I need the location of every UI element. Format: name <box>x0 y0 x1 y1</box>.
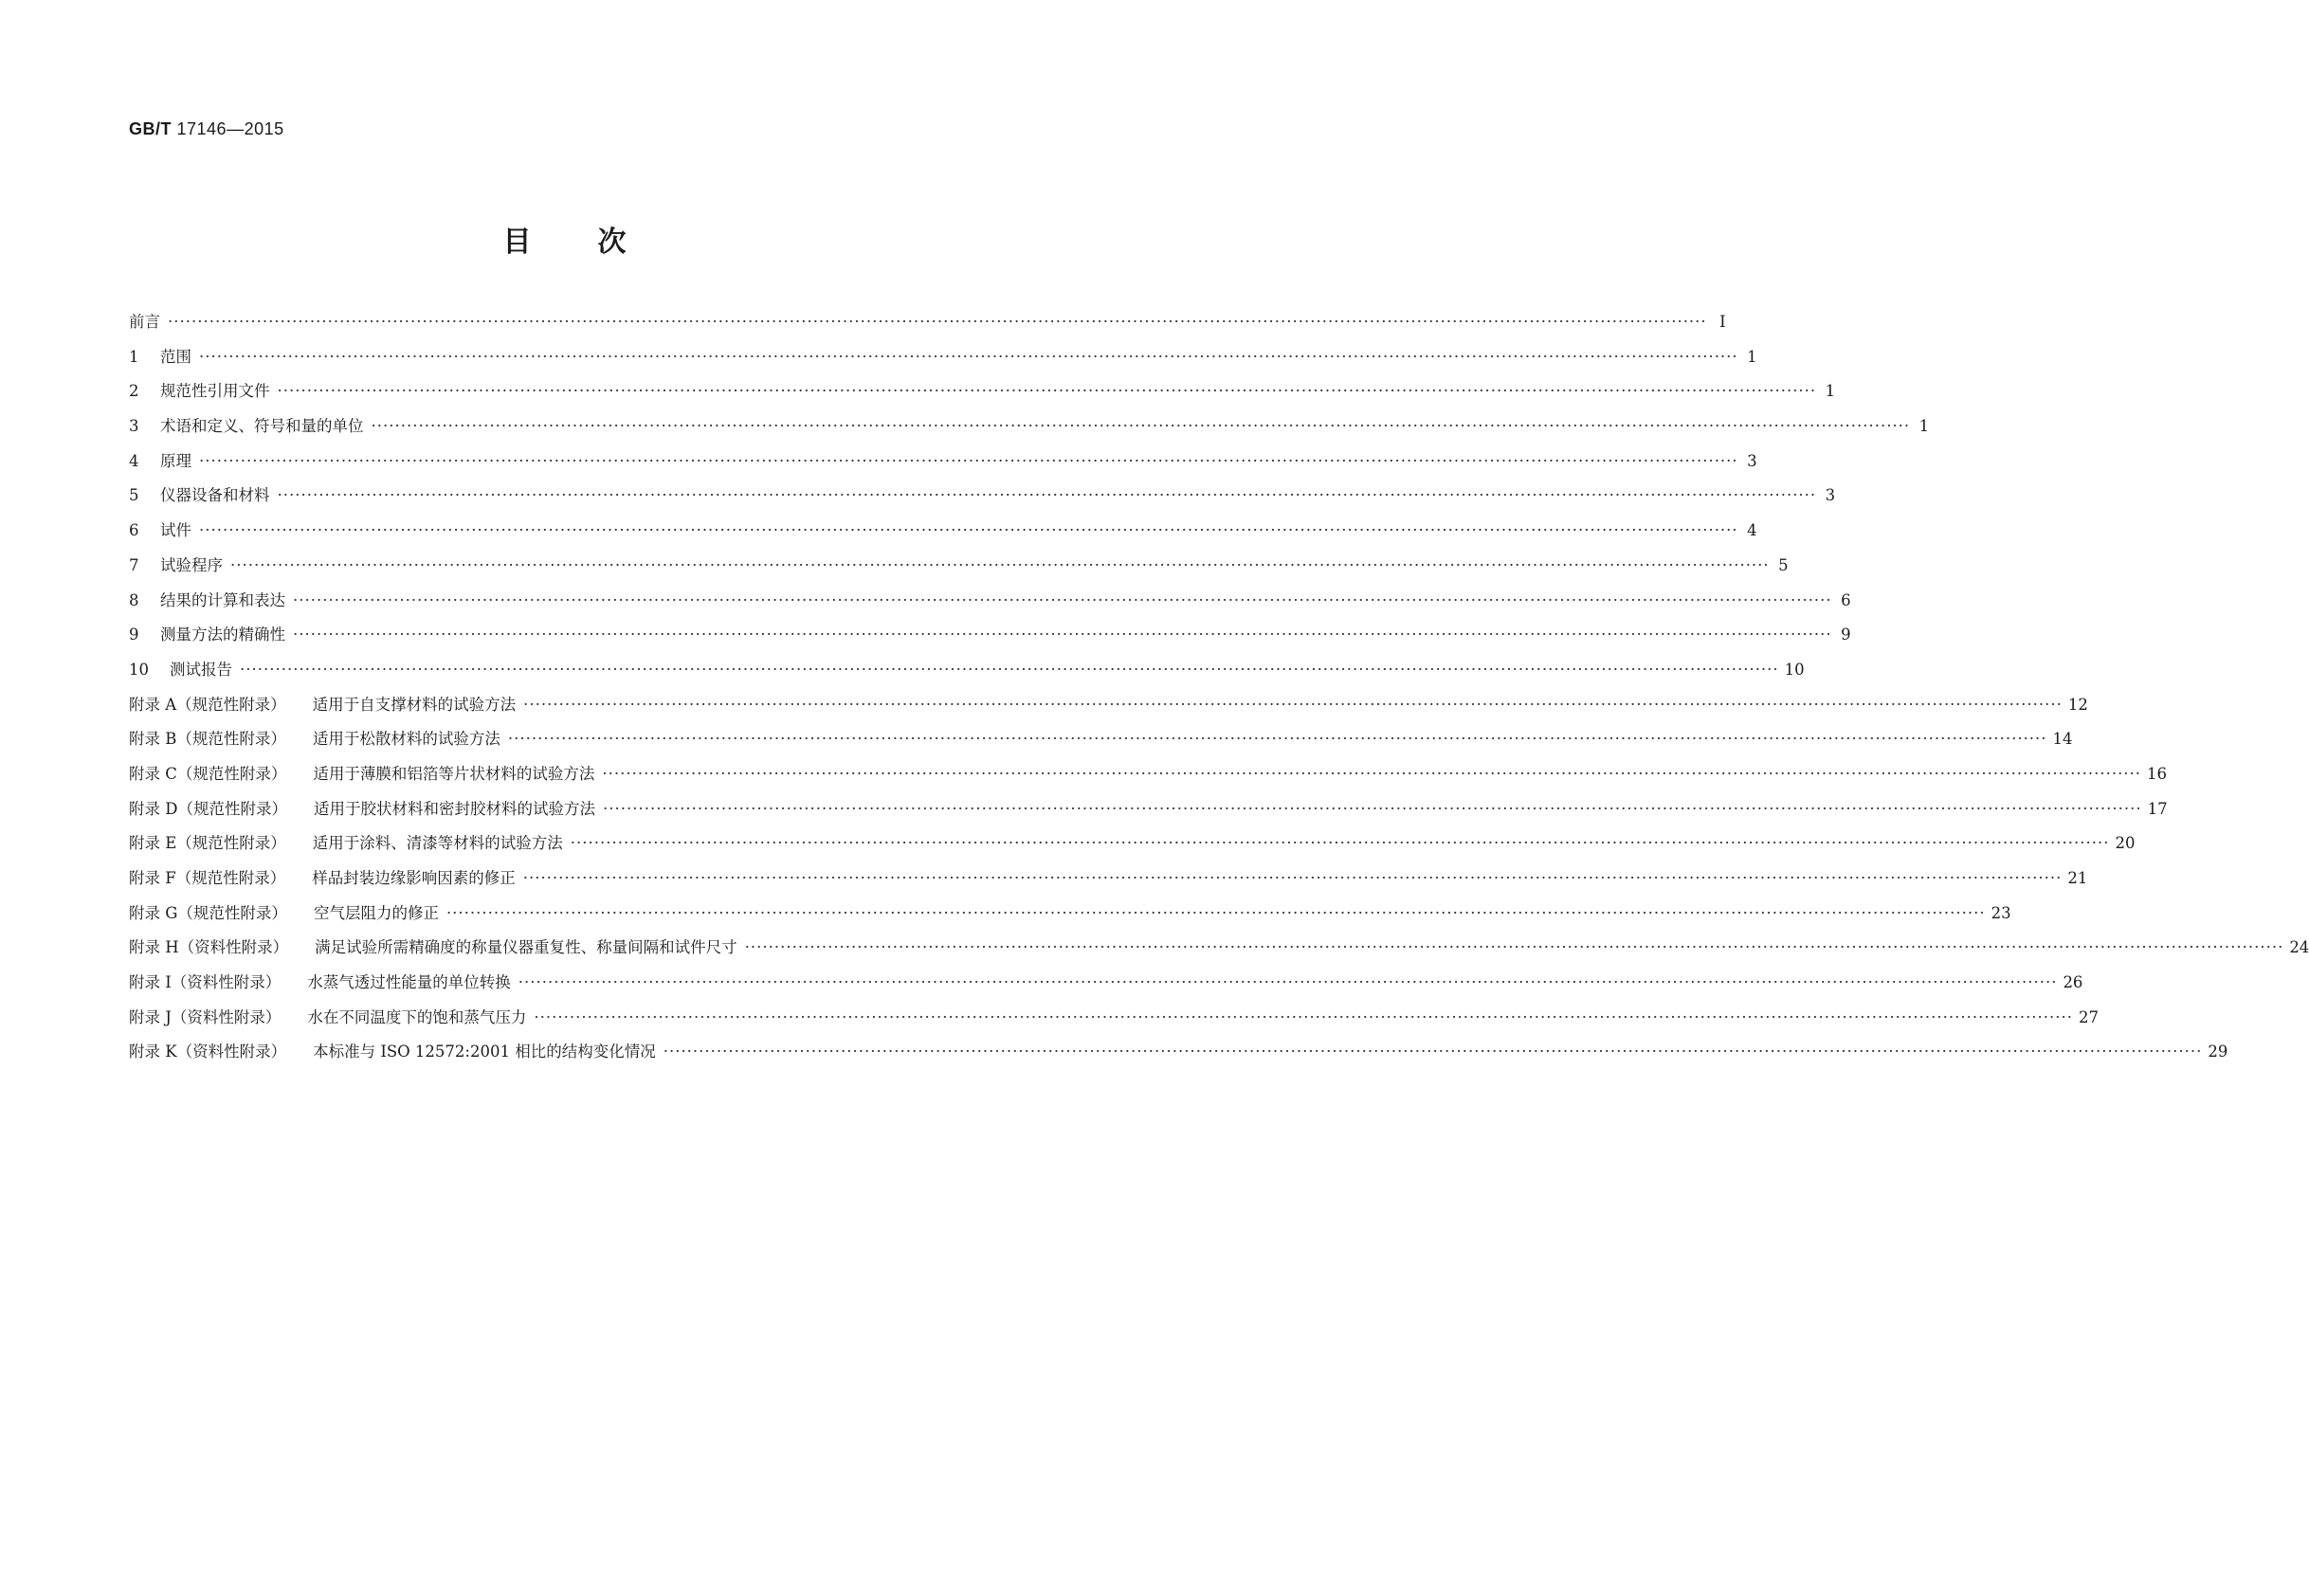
toc-entry[interactable] <box>129 517 1757 553</box>
toc-dot-leader: ···································································································································································································································································· <box>277 486 1817 505</box>
toc-entry[interactable] <box>129 344 1757 379</box>
toc-entry-subtitle: 满足试验所需精确度的称量仪器重复性、称量间隔和试件尺寸 <box>315 938 737 957</box>
toc-dot-leader: ···································································································································································································································································· <box>230 555 1770 574</box>
toc-entry-label: 附录 A（规范性附录） <box>129 695 286 714</box>
toc-dot-leader: ···································································································································································································································································· <box>570 834 2110 853</box>
toc-entry-label: 附录 I（资料性附录） <box>129 973 282 992</box>
toc-dot-leader: ···································································································································································································································································· <box>663 1043 2203 1061</box>
toc-dot-leader: ···································································································································································································································································· <box>744 938 2284 957</box>
toc-dot-leader: ···································································································································································································································································· <box>199 521 1738 540</box>
toc-entry-number: 7 <box>129 555 139 574</box>
toc-entry-number: 9 <box>129 626 139 644</box>
toc-dot-leader: ···································································································································································································································································· <box>199 347 1738 366</box>
toc-dot-leader: ···································································································································································································································································· <box>293 590 1832 609</box>
toc-entry-page: 9 <box>1841 626 1851 644</box>
toc-dot-leader: ···································································································································································································································································· <box>371 417 1911 436</box>
toc-entry-label: 前言 <box>129 313 160 331</box>
toc-entry-label: 附录 G（规范性附录） <box>129 903 287 922</box>
toc-entry[interactable] <box>129 970 2083 1005</box>
toc-entry[interactable] <box>129 448 1757 483</box>
toc-entry-subtitle: 空气层阻力的修正 <box>313 903 439 922</box>
toc-entry-subtitle: 适用于胶状材料和密封胶材料的试验方法 <box>313 799 595 818</box>
toc-dot-leader: ···································································································································································································································································· <box>168 313 1707 331</box>
toc-entry-subtitle: 适用于薄膜和铝箔等片状材料的试验方法 <box>313 764 595 783</box>
toc-dot-leader: ···································································································································································································································································· <box>602 799 2142 818</box>
toc-entry-number: 6 <box>129 521 139 540</box>
toc-entry-page: 10 <box>1784 660 1805 679</box>
toc-entry[interactable] <box>129 865 2088 900</box>
toc-entry-page: 16 <box>2147 764 2168 783</box>
toc-dot-leader: ···································································································································································································································································· <box>522 869 2063 887</box>
toc-entry-subtitle: 水在不同温度下的饱和蒸气压力 <box>307 1007 527 1026</box>
toc-dot-leader: ···································································································································································································································································· <box>240 660 1779 679</box>
toc-entry-page: 6 <box>1841 590 1851 609</box>
toc-entry-subtitle: 样品封装边缘影响因素的修正 <box>312 869 516 887</box>
toc-dot-leader: ···································································································································································································································································· <box>507 730 2047 749</box>
toc-entry[interactable] <box>129 692 2088 727</box>
toc-entry-page: 1 <box>1918 417 1930 436</box>
toc-entry-label: 附录 D（规范性附录） <box>129 799 287 818</box>
toc-entry[interactable] <box>129 588 1851 623</box>
toc-entry-subtitle: 本标准与 ISO 12572:2001 相比的结构变化情况 <box>313 1043 656 1061</box>
toc-entry-page: 3 <box>1825 486 1836 505</box>
toc-dot-leader: ···································································································································································································································································· <box>199 451 1738 470</box>
toc-entry-label: 规范性引用文件 <box>160 382 270 401</box>
toc-entry-page: 24 <box>2289 938 2309 957</box>
toc-entry-label: 附录 J（资料性附录） <box>129 1007 282 1026</box>
toc-entry[interactable] <box>129 309 1726 344</box>
toc-entry-page: 14 <box>2052 730 2073 749</box>
toc-entry-label: 试件 <box>160 521 191 540</box>
toc-entry[interactable] <box>129 657 1805 692</box>
toc-entry-page: 26 <box>2063 973 2083 992</box>
toc-entry-label: 附录 E（规范性附录） <box>129 834 286 853</box>
toc-entry-page: 12 <box>2067 695 2088 714</box>
toc-entry-label: 范围 <box>160 347 191 366</box>
toc-entry-subtitle: 水蒸气透过性能量的单位转换 <box>307 973 511 992</box>
toc-entry[interactable] <box>129 726 2073 761</box>
toc-entry[interactable] <box>129 934 2309 970</box>
toc-entry[interactable] <box>129 413 1930 448</box>
toc-entry-number: 10 <box>129 660 149 679</box>
toc-entry-number: 3 <box>129 417 139 436</box>
toc-entry-page: 20 <box>2115 834 2136 853</box>
toc-entry[interactable] <box>129 482 1836 517</box>
toc-entry-label: 附录 F（规范性附录） <box>129 869 286 887</box>
toc-entry-page: 1 <box>1747 347 1757 366</box>
toc-entry-label: 附录 B（规范性附录） <box>129 730 286 749</box>
toc-entry-subtitle: 适用于自支撑材料的试验方法 <box>312 695 517 714</box>
standard-prefix: GB/T <box>129 119 172 138</box>
page-title-char-1: 目 <box>502 226 532 259</box>
page-title-char-2: 次 <box>597 226 627 259</box>
toc-entry-page: 17 <box>2147 799 2168 818</box>
toc-entry-number: 4 <box>129 451 139 470</box>
toc-entry-number: 2 <box>129 382 139 401</box>
toc-entry[interactable] <box>129 622 1851 657</box>
toc-entry-subtitle: 适用于松散材料的试验方法 <box>312 730 500 749</box>
toc-entry-page: 27 <box>2079 1007 2100 1026</box>
document-code <box>129 119 284 139</box>
page-title <box>0 218 1129 260</box>
toc-dot-leader: ···································································································································································································································································· <box>518 973 2058 992</box>
toc-entry[interactable] <box>129 378 1836 413</box>
toc-entry[interactable] <box>129 900 2011 935</box>
table-of-contents <box>129 309 2309 1074</box>
toc-entry[interactable] <box>129 1005 2100 1040</box>
toc-entry-number: 1 <box>129 347 139 366</box>
toc-entry-page: 21 <box>2067 869 2088 887</box>
toc-entry-page: Ⅰ <box>1719 313 1726 331</box>
toc-entry[interactable] <box>129 830 2136 865</box>
toc-entry[interactable] <box>129 761 2168 796</box>
toc-entry[interactable] <box>129 553 1789 588</box>
toc-entry-label: 附录 C（规范性附录） <box>129 764 287 783</box>
toc-entry-subtitle: 适用于涂料、清漆等材料的试验方法 <box>312 834 563 853</box>
toc-entry-label: 仪器设备和材料 <box>160 486 270 505</box>
toc-dot-leader: ···································································································································································································································································· <box>277 382 1817 401</box>
toc-entry-page: 4 <box>1747 521 1757 540</box>
toc-entry-label: 附录 H（资料性附录） <box>129 938 289 957</box>
toc-dot-leader: ···································································································································································································································································· <box>445 903 1986 922</box>
toc-dot-leader: ···································································································································································································································································· <box>523 695 2063 714</box>
toc-entry-label: 测试报告 <box>170 660 232 679</box>
toc-entry-label: 术语和定义、符号和量的单位 <box>160 417 364 436</box>
toc-entry-page: 5 <box>1778 555 1789 574</box>
toc-entry[interactable] <box>129 1039 2228 1074</box>
toc-entry-number: 8 <box>129 590 139 609</box>
toc-entry-page: 29 <box>2208 1043 2228 1061</box>
toc-entry-label: 测量方法的精确性 <box>160 626 285 644</box>
toc-entry-page: 1 <box>1825 382 1836 401</box>
toc-entry-label: 附录 K（资料性附录） <box>129 1043 287 1061</box>
toc-entry-label: 结果的计算和表达 <box>160 590 285 609</box>
toc-dot-leader: ···································································································································································································································································· <box>602 764 2142 783</box>
toc-dot-leader: ···································································································································································································································································· <box>534 1007 2074 1026</box>
toc-dot-leader: ···································································································································································································································································· <box>293 626 1832 644</box>
toc-entry-number: 5 <box>129 486 139 505</box>
standard-number: 17146—2015 <box>176 119 284 138</box>
toc-entry-label: 试验程序 <box>160 555 223 574</box>
toc-entry-page: 3 <box>1747 451 1757 470</box>
toc-entry-label: 原理 <box>160 451 191 470</box>
toc-entry[interactable] <box>129 796 2168 831</box>
toc-entry-page: 23 <box>1991 903 2011 922</box>
